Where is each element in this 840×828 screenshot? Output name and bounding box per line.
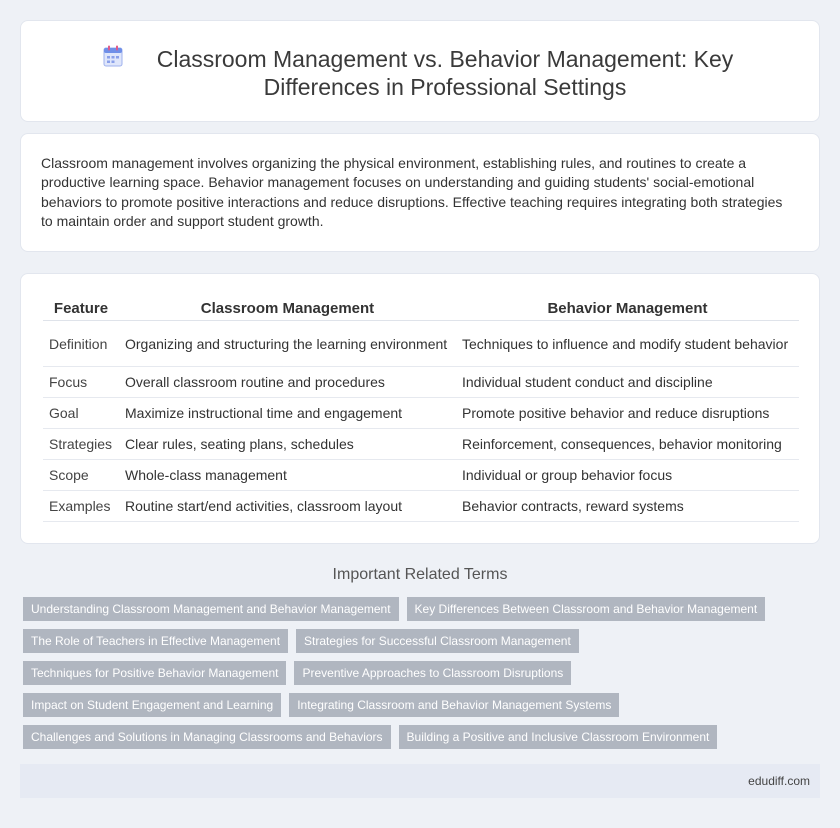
row-feature: Strategies — [43, 429, 119, 460]
header-classroom-management: Classroom Management — [119, 296, 456, 321]
related-terms-heading: Important Related Terms — [332, 566, 508, 583]
row-behavior-value: Reinforcement, consequences, behavior monitoring — [456, 429, 799, 460]
related-terms-list — [23, 597, 813, 757]
row-classroom-value: Clear rules, seating plans, schedules — [119, 429, 456, 460]
table-row — [43, 460, 799, 491]
row-feature: Definition — [43, 321, 119, 367]
row-classroom-value: Whole-class management — [119, 460, 456, 491]
footer — [20, 764, 820, 798]
row-feature: Scope — [43, 460, 119, 491]
footer-site-link[interactable]: edudiff.com — [748, 774, 810, 788]
row-feature: Goal — [43, 398, 119, 429]
row-classroom-value: Overall classroom routine and procedures — [119, 367, 456, 398]
row-feature: Examples — [43, 491, 119, 522]
table-row — [43, 321, 799, 367]
related-term-tag[interactable]: The Role of Teachers in Effective Management — [23, 629, 288, 653]
related-term-tag[interactable]: Preventive Approaches to Classroom Disruptions — [294, 661, 571, 685]
related-term-tag[interactable]: Challenges and Solutions in Managing Classrooms and Behaviors — [23, 725, 391, 749]
row-feature: Focus — [43, 367, 119, 398]
row-behavior-value: Behavior contracts, reward systems — [456, 491, 799, 522]
comparison-table — [43, 296, 799, 522]
related-term-tag[interactable]: Understanding Classroom Management and Behavior Management — [23, 597, 399, 621]
row-classroom-value: Organizing and structuring the learning environment — [119, 321, 456, 367]
related-term-tag[interactable]: Key Differences Between Classroom and Behavior Management — [407, 597, 766, 621]
related-term-tag[interactable]: Strategies for Successful Classroom Management — [296, 629, 579, 653]
related-term-tag[interactable]: Integrating Classroom and Behavior Management Systems — [289, 693, 619, 717]
comparison-card — [20, 273, 820, 544]
row-classroom-value: Maximize instructional time and engagement — [119, 398, 456, 429]
header-behavior-management: Behavior Management — [456, 296, 799, 321]
table-row — [43, 429, 799, 460]
row-classroom-value: Routine start/end activities, classroom layout — [119, 491, 456, 522]
row-behavior-value: Promote positive behavior and reduce disruptions — [456, 398, 799, 429]
related-term-tag[interactable]: Impact on Student Engagement and Learning — [23, 693, 281, 717]
row-behavior-value: Techniques to influence and modify student behavior — [456, 321, 799, 367]
table-row — [43, 491, 799, 522]
related-term-tag[interactable]: Techniques for Positive Behavior Management — [23, 661, 286, 685]
table-row — [43, 367, 799, 398]
title-card — [20, 20, 820, 122]
intro-card — [20, 133, 820, 252]
table-header-row — [43, 296, 799, 321]
table-row — [43, 398, 799, 429]
intro-paragraph: Classroom management involves organizing the physical environment, establishing rules, and routines to create a productive learning space. Behavior management focuses on understanding and guiding students' social-emotional behaviors to promote positive interactions and reduce disruptions. Effective teaching requires integrating both strategies to maintain order and support student growth. — [41, 155, 783, 230]
row-behavior-value: Individual student conduct and discipline — [456, 367, 799, 398]
row-behavior-value: Individual or group behavior focus — [456, 460, 799, 491]
related-term-tag[interactable]: Building a Positive and Inclusive Classroom Environment — [399, 725, 718, 749]
page-title: Classroom Management vs. Behavior Management: Key Differences in Professional Settings — [156, 46, 734, 100]
header-feature: Feature — [43, 296, 119, 321]
